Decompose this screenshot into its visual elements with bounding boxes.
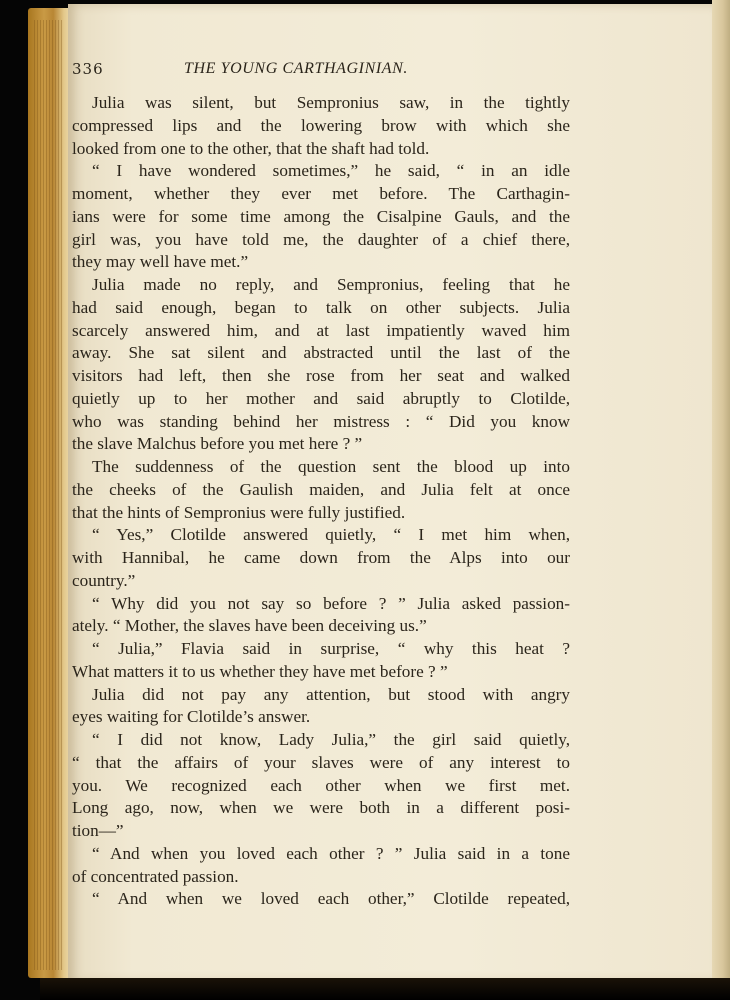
text-line: Long ago, now, when we were both in a different posi- <box>72 798 570 818</box>
text-line: compressed lips and the lowering brow with which she <box>72 115 570 135</box>
text-line: Julia did not pay any attention, but stood with angry <box>92 684 570 704</box>
text-line: visitors had left, then she rose from her seat and walked <box>72 366 570 385</box>
text-line: Julia was silent, but Sempronius saw, in the tightly <box>92 93 570 112</box>
text-line: looked from one to the other, that the shaft had told. <box>72 138 430 158</box>
text-line: ately. “ Mother, the slaves have been deceiving us.” <box>72 616 427 636</box>
book-page-edges-right <box>712 0 730 985</box>
body-text <box>72 92 570 911</box>
running-head: THE YOUNG CARTHAGINIAN. <box>184 60 409 77</box>
text-line: that the hints of Sempronius were fully justified. <box>72 502 406 522</box>
text-line: tion—” <box>72 821 124 840</box>
text-line: “ And when we loved each other,” Clotilde repeated, <box>92 889 570 909</box>
text-line: “ Julia,” Flavia said in surprise, “ why this heat ? <box>92 639 570 658</box>
text-line: eyes waiting for Clotilde’s answer. <box>72 707 311 727</box>
text-line: you. We recognized each other when we first met. <box>72 775 570 795</box>
page-number: 336 <box>72 60 104 78</box>
text-line: away. She sat silent and abstracted until the last of the <box>72 343 570 363</box>
text-line: had said enough, began to talk on other subjects. Julia <box>72 297 570 317</box>
text-line: with Hannibal, he came down from the Alps into our <box>72 548 570 567</box>
text-line: of concentrated passion. <box>72 866 239 886</box>
text-line: “ that the affairs of your slaves were of any interest to <box>72 752 570 772</box>
text-line: ians were for some time among the Cisalpine Gauls, and the <box>72 206 570 226</box>
page-header <box>72 60 542 84</box>
text-line: What matters it to us whether they have met before ? ” <box>72 661 448 681</box>
text-line: the slave Malchus before you met here ? ” <box>72 434 363 454</box>
text-line: girl was, you have told me, the daughter of a chief there, <box>72 229 570 249</box>
text-line: who was standing behind her mistress : “ Did you know <box>72 411 570 431</box>
text-line: “ Yes,” Clotilde answered quietly, “ I met him when, <box>92 525 570 545</box>
text-line: the cheeks of the Gaulish maiden, and Julia felt at once <box>72 479 570 499</box>
text-line: they may well have met.” <box>72 252 249 272</box>
text-line: “ Why did you not say so before ? ” Julia asked passion- <box>92 593 570 613</box>
text-line: “ And when you loved each other ? ” Julia said in a tone <box>92 843 570 863</box>
text-line: country.” <box>72 570 136 590</box>
page-edge-texture <box>34 20 64 970</box>
bottom-shadow <box>40 978 730 1000</box>
text-line: “ I have wondered sometimes,” he said, “ in an idle <box>92 161 570 181</box>
text-line: scarcely answered him, and at last impatiently waved him <box>72 320 570 340</box>
text-line: Julia made no reply, and Sempronius, feeling that he <box>92 275 570 294</box>
text-line: The suddenness of the question sent the blood up into <box>92 457 570 476</box>
text-line: “ I did not know, Lady Julia,” the girl said quietly, <box>92 730 570 749</box>
text-line: quietly up to her mother and said abruptly to Clotilde, <box>72 388 570 408</box>
text-line: moment, whether they ever met before. The Carthagin- <box>72 184 570 203</box>
